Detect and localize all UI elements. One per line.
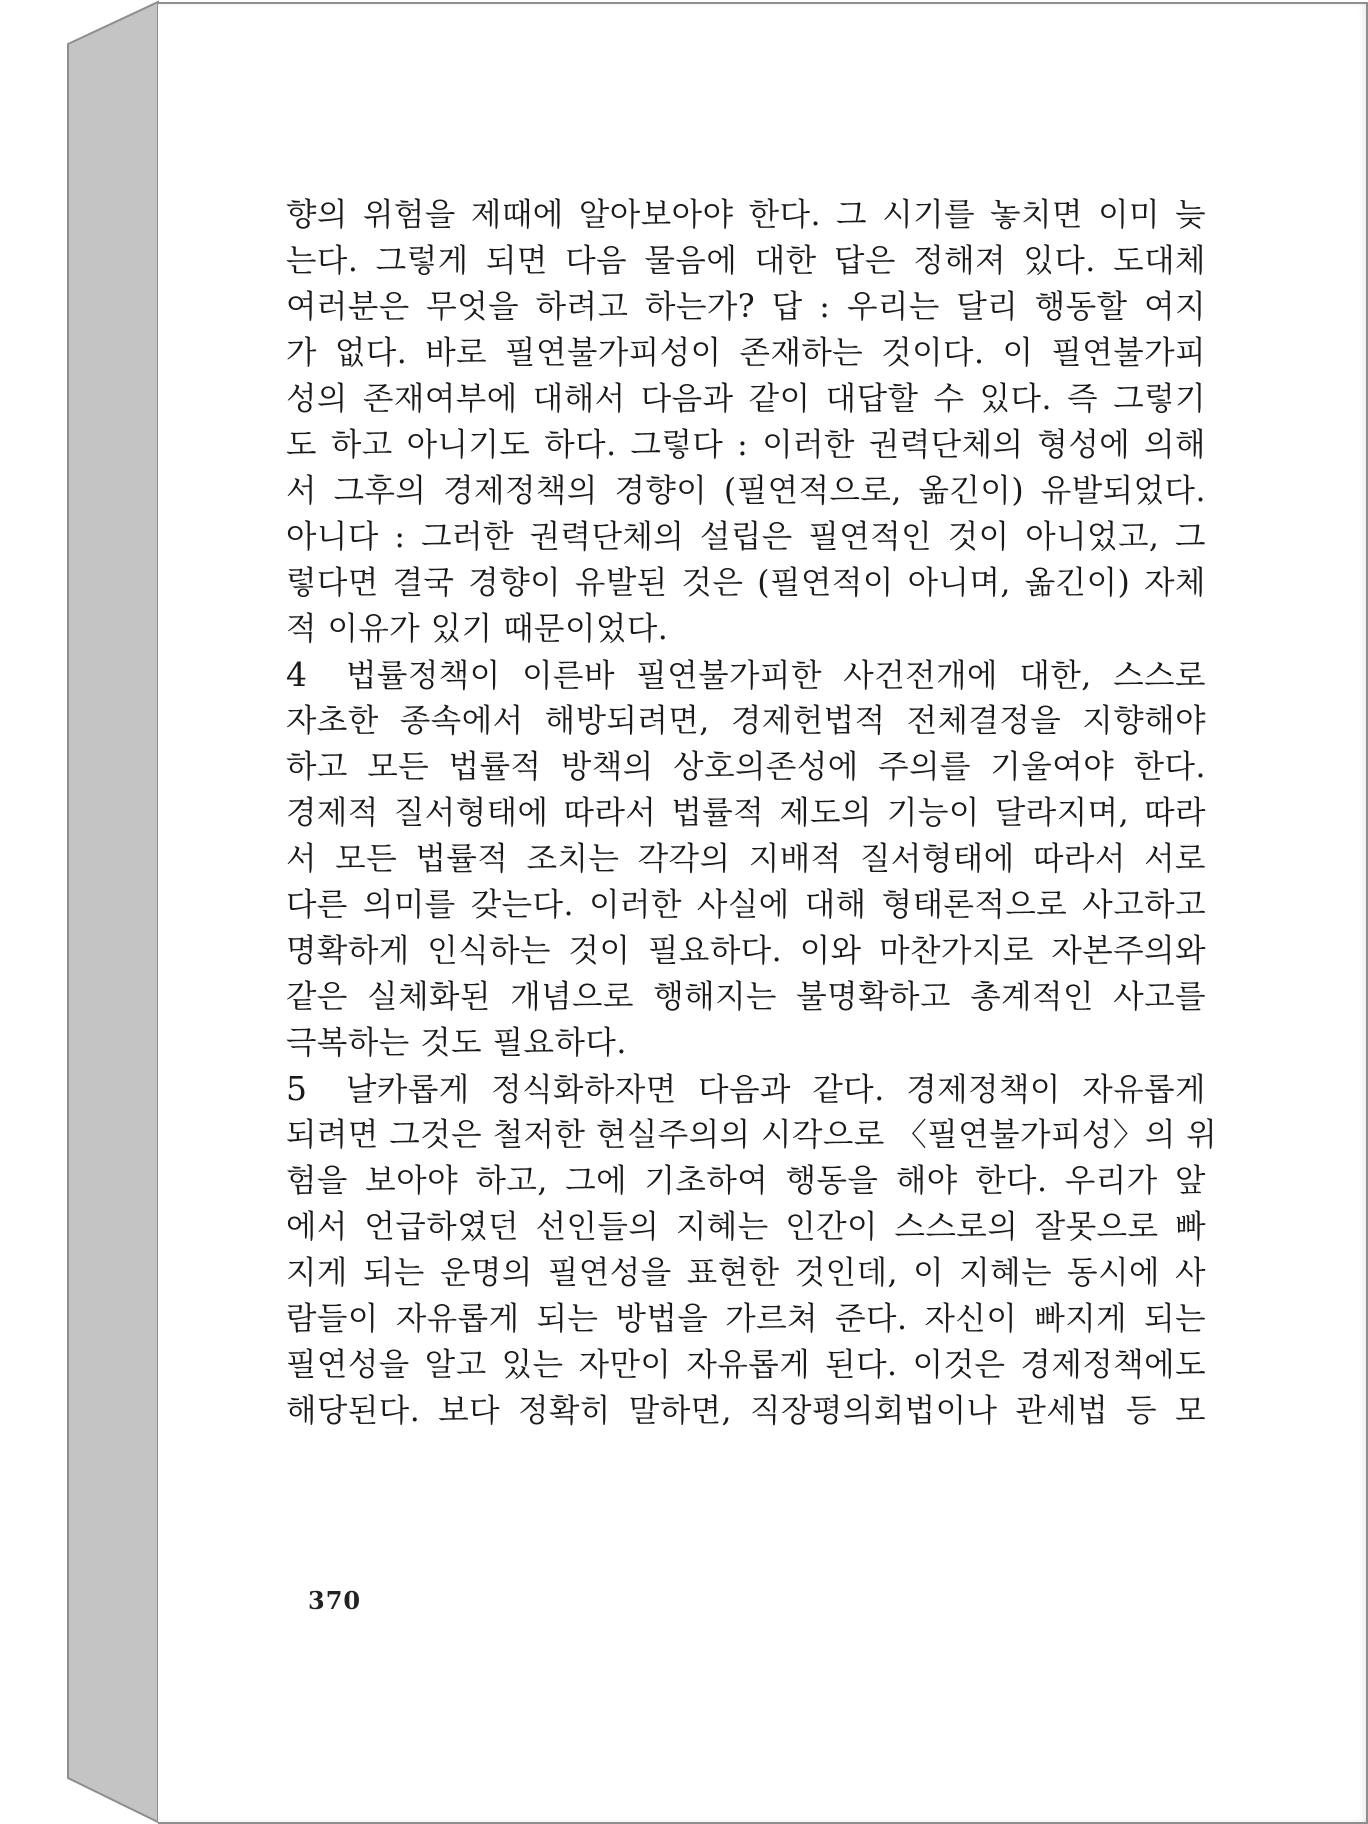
text-line: 에서 언급하였던 선인들의 지혜는 인간이 스스로의 잘못으로 빠 [286, 1209, 1206, 1245]
text-line: 서 그후의 경제정책의 경향이 (필연적으로, 옮긴이) 유발되었다. [286, 473, 1206, 509]
paragraph-first-line [286, 652, 1206, 698]
paragraph-5 [286, 1066, 1218, 1434]
text-line: 다른 의미를 갖는다. 이러한 사실에 대해 형태론적으로 사고하고 [286, 887, 1206, 923]
book-spine-face [68, 2, 158, 1822]
paragraph-first-line [286, 1066, 1206, 1112]
paragraph-first-line-text: 날카롭게 정식화하자면 다음과 같다. 경제정책이 자유롭게 [346, 1072, 1206, 1108]
text-line: 필연성을 알고 있는 자만이 자유롭게 된다. 이것은 경제정책에도 [286, 1347, 1206, 1383]
text-line: 서 모든 법률적 조치는 각각의 지배적 질서형태에 따라서 서로 [286, 841, 1206, 877]
text-line: 명확하게 인식하는 것이 필요하다. 이와 마찬가지로 자본주의와 [286, 933, 1206, 969]
page-body-text [286, 192, 1218, 1434]
text-line: 하고 모든 법률적 방책의 상호의존성에 주의를 기울여야 한다. [286, 749, 1206, 785]
paragraph-number: 4 [286, 655, 308, 694]
text-line: 렇다면 결국 경향이 유발된 것은 (필연적이 아니며, 옮긴이) 자체 [286, 565, 1206, 601]
text-line: 경제적 질서형태에 따라서 법률적 제도의 기능이 달라지며, 따라 [286, 795, 1206, 831]
paragraph-continued [286, 192, 1206, 652]
book-page [158, 2, 1368, 1824]
paragraph-4 [286, 652, 1206, 1066]
text-line: 아니다 : 그러한 권력단체의 설립은 필연적인 것이 아니었고, 그 [286, 519, 1206, 555]
text-line: 가 없다. 바로 필연불가피성이 존재하는 것이다. 이 필연불가피 [286, 335, 1206, 371]
text-line: 는다. 그렇게 되면 다음 물음에 대한 답은 정해져 있다. 도대체 [286, 243, 1206, 279]
page-number: 370 [308, 1586, 362, 1615]
text-line: 지게 되는 운명의 필연성을 표현한 것인데, 이 지혜는 동시에 사 [286, 1255, 1206, 1291]
text-line: 되려면 그것은 철저한 현실주의의 시각으로 〈필연불가피성〉의 위 [286, 1117, 1218, 1153]
text-line: 해당된다. 보다 정확히 말하면, 직장평의회법이나 관세법 등 모 [286, 1393, 1206, 1429]
text-line: 도 하고 아니기도 하다. 그렇다 : 이러한 권력단체의 형성에 의해 [286, 427, 1206, 463]
text-line: 향의 위험을 제때에 알아보아야 한다. 그 시기를 놓치면 이미 늦 [286, 197, 1206, 233]
text-line: 같은 실체화된 개념으로 행해지는 불명확하고 총계적인 사고를 [286, 979, 1206, 1015]
book-spine [0, 0, 170, 1824]
text-line: 여러분은 무엇을 하려고 하는가? 답 : 우리는 달리 행동할 여지 [286, 289, 1206, 325]
text-line: 적 이유가 있기 때문이었다. [286, 611, 669, 647]
text-line: 자초한 종속에서 해방되려면, 경제헌법적 전체결정을 지향해야 [286, 703, 1206, 739]
text-line: 험을 보아야 하고, 그에 기초하여 행동을 해야 한다. 우리가 앞 [286, 1163, 1206, 1199]
paragraph-number: 5 [286, 1069, 308, 1108]
paragraph-first-line-text: 법률정책이 이른바 필연불가피한 사건전개에 대한, 스스로 [346, 658, 1206, 694]
text-line: 람들이 자유롭게 되는 방법을 가르쳐 준다. 자신이 빠지게 되는 [286, 1301, 1206, 1337]
text-line: 성의 존재여부에 대해서 다음과 같이 대답할 수 있다. 즉 그렇기 [286, 381, 1206, 417]
text-line: 극복하는 것도 필요하다. [286, 1025, 627, 1061]
